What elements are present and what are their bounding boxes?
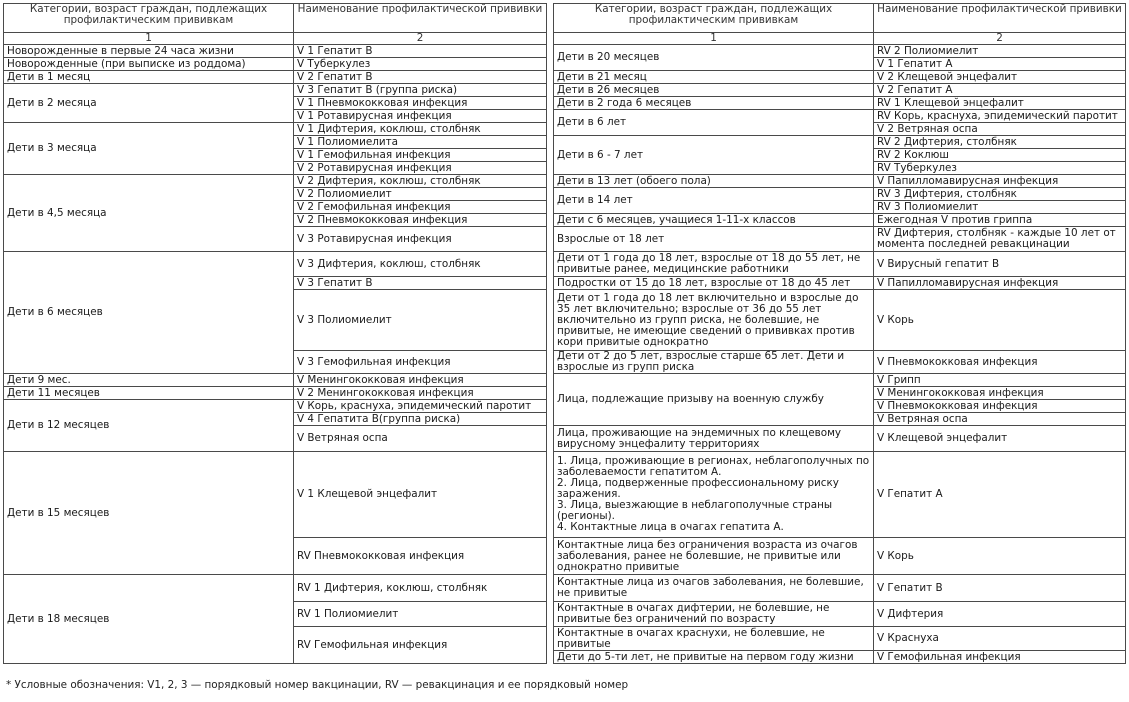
category-cell: Дети в 18 месяцев [4,575,294,664]
category-cell: Дети в 26 месяцев [554,84,874,97]
header-vaccine: Наименование профилактической прививки [294,4,547,33]
vaccine-cell: V Корь [874,290,1126,351]
category-cell: Дети в 3 месяца [4,123,294,175]
vaccine-cell: V Ветряная оспа [294,426,547,452]
vaccine-cell: V 2 Пневмококковая инфекция [294,214,547,227]
header-num-2: 2 [874,33,1126,45]
header-category: Категории, возраст граждан, подлежащих профилактическим прививкам [4,4,294,33]
category-cell: Взрослые от 18 лет [554,227,874,252]
vaccine-cell: V 4 Гепатита В(группа риска) [294,413,547,426]
vaccine-cell: V 2 Гемофильная инфекция [294,201,547,214]
vaccine-cell: V 3 Ротавирусная инфекция [294,227,547,252]
schedule-table-left [3,3,547,664]
vaccine-cell: V 3 Полиомиелит [294,290,547,351]
vaccine-cell: RV 1 Дифтерия, коклюш, столбняк [294,575,547,602]
category-cell: Дети в 6 месяцев [4,252,294,374]
vaccine-cell: RV 3 Дифтерия, столбняк [874,188,1126,201]
vaccine-cell: RV Дифтерия, столбняк - каждые 10 лет от момента последней ревакцинации [874,227,1126,252]
category-cell: Дети в 1 месяц [4,71,294,84]
category-cell: Дети в 20 месяцев [554,45,874,71]
category-cell: Контактные лица из очагов заболевания, не болевшие, не привитые [554,575,874,602]
vaccine-cell: V 1 Пневмококковая инфекция [294,97,547,110]
category-cell: Контактные в очагах краснухи, не болевшие, не привитые [554,627,874,651]
vaccine-cell: V 1 Гемофильная инфекция [294,149,547,162]
category-cell: Дети в 21 месяц [554,71,874,84]
category-cell: Лица, подлежащие призыву на военную службу [554,374,874,426]
vaccine-cell: RV 2 Коклюш [874,149,1126,162]
category-cell: Дети от 1 года до 18 лет, взрослые от 18 до 55 лет, не привитые ранее, медицинские работники [554,252,874,277]
vaccine-cell: V 2 Гепатит В [294,71,547,84]
header-category: Категории, возраст граждан, подлежащих профилактическим прививкам [554,4,874,33]
schedule-table-right [553,3,1126,664]
vaccine-cell: V Краснуха [874,627,1126,651]
category-cell: Дети в 12 месяцев [4,400,294,452]
category-cell: Дети от 1 года до 18 лет включительно и взрослые до 35 лет включительно; взрослые от 36 до 55 лет включительно из групп риска, не болевшие, не привитые, не имеющие сведений о прививках против кори привитые однократно [554,290,874,351]
vaccine-cell: RV 1 Полиомиелит [294,602,547,627]
vaccine-cell: V Менингококковая инфекция [294,374,547,387]
header-vaccine: Наименование профилактической прививки [874,4,1126,33]
category-cell: Контактные в очагах дифтерии, не болевшие, не привитые без ограничений по возрасту [554,602,874,627]
vaccine-cell: V 2 Ротавирусная инфекция [294,162,547,175]
vaccine-cell: V 3 Дифтерия, коклюш, столбняк [294,252,547,277]
vaccine-cell: V Гепатит А [874,452,1126,538]
vaccine-cell: V Дифтерия [874,602,1126,627]
vaccine-cell: RV 2 Дифтерия, столбняк [874,136,1126,149]
vaccine-cell: V Грипп [874,374,1126,387]
vaccine-cell: V Туберкулез [294,58,547,71]
vaccine-cell: V Корь, краснуха, эпидемический паротит [294,400,547,413]
vaccine-cell: V 2 Полиомиелит [294,188,547,201]
vaccine-cell: RV Корь, краснуха, эпидемический паротит [874,110,1126,123]
category-cell: Дети в 4,5 месяца [4,175,294,252]
vaccine-cell: RV 1 Клещевой энцефалит [874,97,1126,110]
category-cell: Дети в 14 лет [554,188,874,214]
vaccine-cell: V 3 Гемофильная инфекция [294,351,547,374]
vaccine-cell: Ежегодная V против гриппа [874,214,1126,227]
header-num-1: 1 [4,33,294,45]
vaccine-cell: V 1 Клещевой энцефалит [294,452,547,538]
vaccine-cell: V 1 Гепатит А [874,58,1126,71]
category-cell: Подростки от 15 до 18 лет, взрослые от 18 до 45 лет [554,277,874,290]
header-num-2: 2 [294,33,547,45]
vaccine-cell: V 2 Ветряная оспа [874,123,1126,136]
vaccine-cell: V 1 Полиомиелита [294,136,547,149]
vaccine-cell: RV Гемофильная инфекция [294,627,547,664]
category-cell: Дети до 5-ти лет, не привитые на первом году жизни [554,651,874,664]
vaccine-cell: V Пневмококковая инфекция [874,351,1126,374]
vaccine-cell: V 1 Ротавирусная инфекция [294,110,547,123]
vaccine-cell: V Пневмококковая инфекция [874,400,1126,413]
vaccine-cell: RV 3 Полиомиелит [874,201,1126,214]
category-cell: Дети 9 мес. [4,374,294,387]
category-cell: Дети в 13 лет (обоего пола) [554,175,874,188]
footnote: * Условные обозначения: V1, 2, 3 — порядковый номер вакцинации, RV — ревакцинация и ее порядковый номер [6,679,629,691]
vaccine-cell: V 2 Клещевой энцефалит [874,71,1126,84]
category-cell: Новорожденные в первые 24 часа жизни [4,45,294,58]
vaccine-cell: V 2 Гепатит А [874,84,1126,97]
header-num-1: 1 [554,33,874,45]
vaccine-cell: V Корь [874,538,1126,575]
vaccine-cell: V 1 Дифтерия, коклюш, столбняк [294,123,547,136]
category-cell: Дети в 6 лет [554,110,874,136]
category-cell: Дети с 6 месяцев, учащиеся 1-11-х классов [554,214,874,227]
category-cell: Контактные лица без ограничения возраста из очагов заболевания, ранее не болевшие, не привитые или однократно привитые [554,538,874,575]
vaccine-cell: V 2 Дифтерия, коклюш, столбняк [294,175,547,188]
vaccine-cell: V 3 Гепатит В [294,277,547,290]
vaccine-cell: V Вирусный гепатит В [874,252,1126,277]
category-cell: Лица, проживающие на эндемичных по клещевому вирусному энцефалиту территориях [554,426,874,452]
category-cell: Дети в 6 - 7 лет [554,136,874,175]
vaccine-cell: V Папилломавирусная инфекция [874,175,1126,188]
category-cell: Новорожденные (при выписке из роддома) [4,58,294,71]
vaccine-cell: RV Пневмококковая инфекция [294,538,547,575]
vaccine-cell: V Клещевой энцефалит [874,426,1126,452]
vaccine-cell: V 1 Гепатит В [294,45,547,58]
vaccine-cell: RV 2 Полиомиелит [874,45,1126,58]
vaccine-cell: V Гемофильная инфекция [874,651,1126,664]
category-cell: Дети в 15 месяцев [4,452,294,575]
vaccine-cell: V Менингококковая инфекция [874,387,1126,400]
left-table-body [4,4,547,664]
vaccine-cell: V Ветряная оспа [874,413,1126,426]
right-table-body [554,4,1126,664]
vaccine-cell: RV Туберкулез [874,162,1126,175]
category-cell: Дети 11 месяцев [4,387,294,400]
vaccine-cell: V Папилломавирусная инфекция [874,277,1126,290]
category-cell: Дети в 2 года 6 месяцев [554,97,874,110]
category-cell: Дети от 2 до 5 лет, взрослые старше 65 лет. Дети и взрослые из групп риска [554,351,874,374]
category-cell: 1. Лица, проживающие в регионах, неблагополучных по заболеваемости гепатитом А. 2. Лица, подверженные профессиональному риску заражения. 3. Лица, выезжающие в неблагополучные страны (регионы). 4. Контактные лица в очагах гепатита А. [554,452,874,538]
vaccine-cell: V 3 Гепатит В (группа риска) [294,84,547,97]
vaccine-cell: V 2 Менингококковая инфекция [294,387,547,400]
vaccine-cell: V Гепатит В [874,575,1126,602]
category-cell: Дети в 2 месяца [4,84,294,123]
